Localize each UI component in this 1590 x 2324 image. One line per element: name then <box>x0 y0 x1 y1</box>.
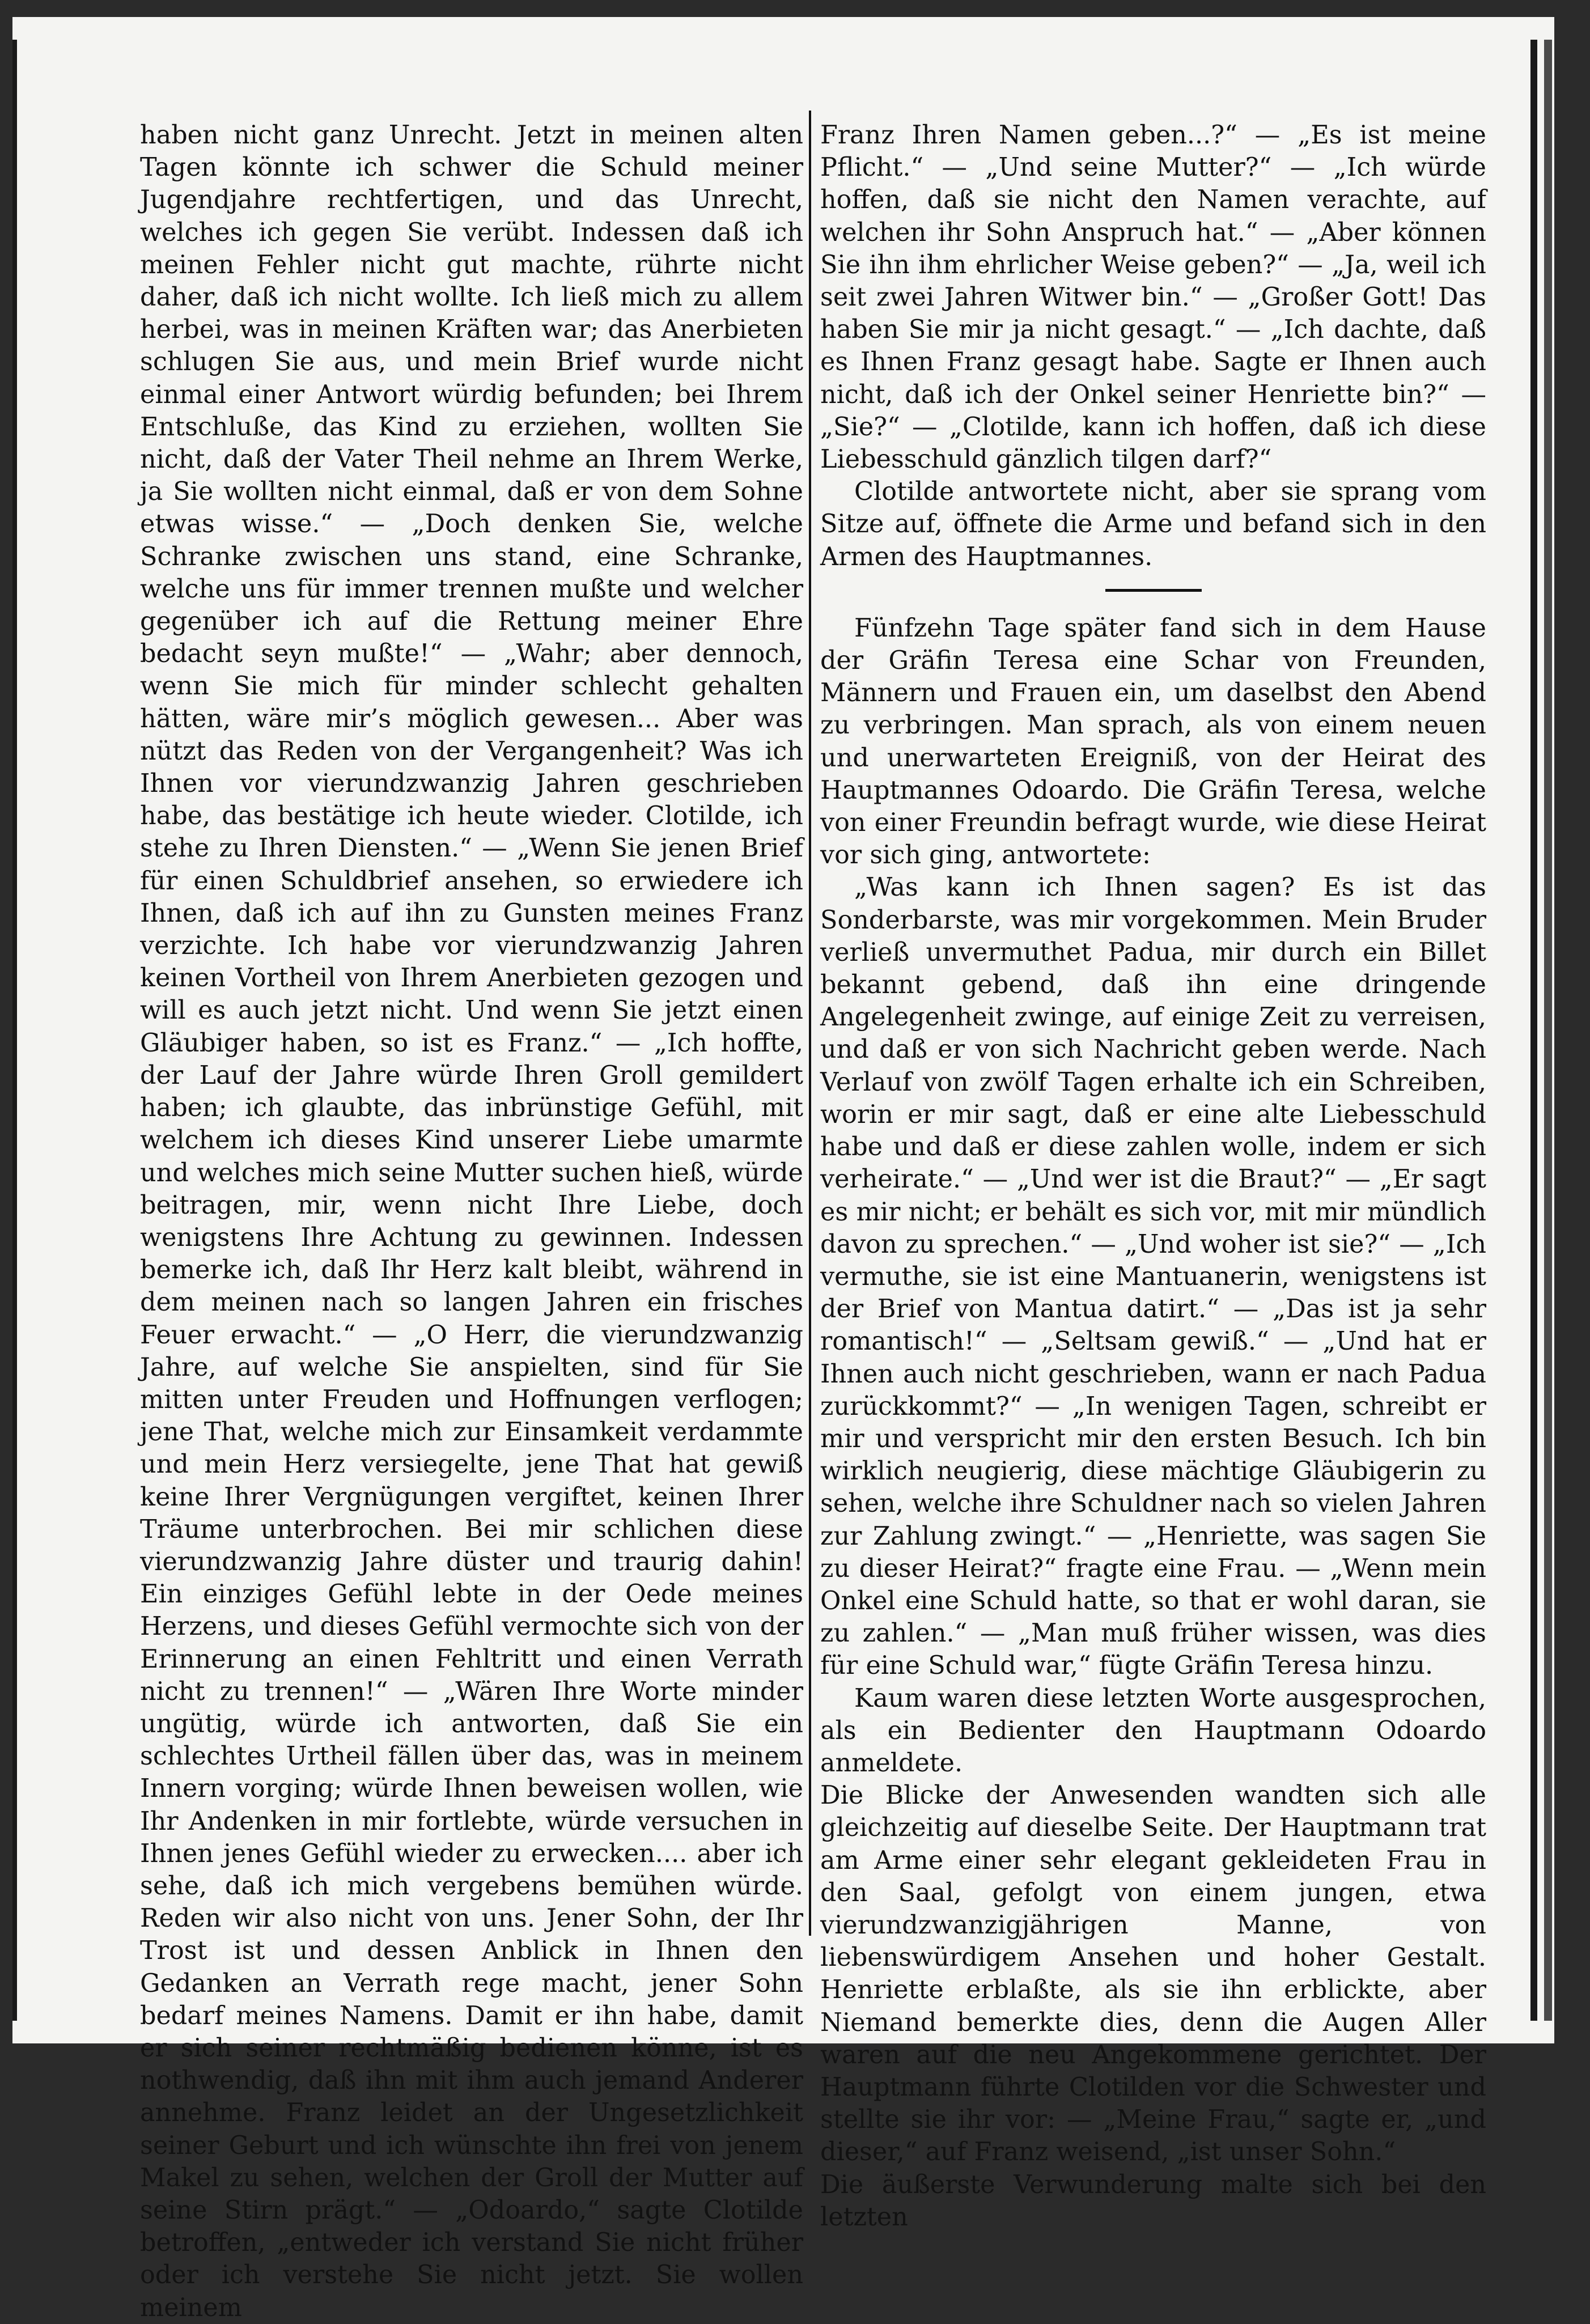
left-paragraph-1: haben nicht ganz Unrecht. Jetzt in meinen alten Tagen könnte ich schwer die Schuld meiner Jugendjahre rechtfertigen, und das Unrecht, welches ich gegen Sie verübt. Indessen daß ich meinen Fehler nicht gut machte, rührte nicht daher, daß ich nicht wollte. Ich ließ mich zu allem herbei, was in meinen Kräften war; das Anerbieten schlugen Sie aus, und mein Brief wurde nicht einmal einer Antwort würdig befunden; bei Ihrem Entschluße, das Kind zu erziehen, wollten Sie nicht, daß der Vater Theil nehme an Ihrem Werke, ja Sie wollten nicht einmal, daß er von dem Sohne etwas wisse.“ — „Doch denken Sie, welche Schranke zwischen uns stand, eine Schranke, welche uns für immer trennen mußte und welcher gegenüber ich auf die Rettung meiner Ehre bedacht seyn mußte!“ — „Wahr; aber dennoch, wenn Sie mich für minder schlecht gehalten hätten, wäre mir’s möglich gewesen... Aber was nützt das Reden von der Vergangenheit? Was ich Ihnen vor vierundzwanzig Jahren geschrieben habe, das bestätige ich heute wieder. Clotilde, ich stehe zu Ihren Diensten.“ — „Wenn Sie jenen Brief für einen Schuldbrief ansehen, so erwiedere ich Ihnen, daß ich auf ihn zu Gunsten meines Franz verzichte. Ich habe vor vierundzwanzig Jahren keinen Vortheil von Ihrem Anerbieten gezogen und will es auch jetzt nicht. Und wenn Sie jetzt einen Gläubiger haben, so ist es Franz.“ — „Ich hoffte, der Lauf der Jahre würde Ihren Groll gemildert haben; ich glaubte, das inbrünstige Gefühl, mit welchem ich dieses Kind unserer Liebe umarmte und welches mich seine Mutter suchen hieß, würde beitragen, mir, wenn nicht Ihre Liebe, doch wenigstens Ihre Achtung zu gewinnen. Indessen bemerke ich, daß Ihr Herz kalt bleibt, während in dem meinen nach so langen Jahren ein frisches Feuer erwacht.“ — „O Herr, die vierundzwanzig Jahre, auf welche Sie anspielten, sind für Sie mitten unter Freuden und Hoffnungen verflogen; jene That, welche mich zur Einsamkeit verdammte und mein Herz versiegelte, jene That hat gewiß keine Ihrer Vergnügungen vergiftet, keinen Ihrer Träume unterbrochen. Bei mir schlichen diese vierundzwanzig Jahre düster und traurig dahin! Ein einziges Gefühl lebte in der Oede meines Herzens, und dieses Gefühl vermochte sich von der Erinnerung an einen Fehltritt und einen Verrath nicht zu trennen!“ — „Wären Ihre Worte minder ungütig, würde ich antworten, daß Sie ein schlechtes Urtheil fällen über das, was in meinem Innern vorging; würde Ihnen beweisen wollen, wie Ihr Andenken in mir fortlebte, würde versuchen in Ihnen jenes Gefühl wieder zu erwecken.... aber ich sehe, daß ich mich vergebens bemühen würde. Reden wir also nicht von uns. Jener Sohn, der Ihr Trost ist und dessen Anblick in Ihnen den Gedanken an Verrath rege macht, jener Sohn bedarf meines Namens. Damit er ihn habe, damit er sich seiner rechtmäßig bedienen könne, ist es nothwendig, daß ihn mit ihm auch jemand Anderer annehme. Franz leidet an der Ungesetzlichkeit seiner Geburt und ich wünschte ihn frei von jenem Makel zu sehen, welchen der Groll der Mutter auf seine Stirn prägt.“ — „Odoardo,“ sagte Clotilde betroffen, „entweder ich verstand Sie nicht früher oder ich verstehe Sie nicht jetzt. Sie wollen meinem <box>140 121 803 2322</box>
column-divider <box>809 111 811 1936</box>
left-column <box>140 119 803 2322</box>
right-paragraph-1: Franz Ihren Namen geben...?“ — „Es ist meine Pflicht.“ — „Und seine Mutter?“ — „Ich würde hoffen, daß sie nicht den Namen verachte, auf welchen ihr Sohn Anspruch hat.“ — „Aber können Sie ihn ihm ehrlicher Weise geben?“ — „Ja, weil ich seit zwei Jahren Witwer bin.“ — „Großer Gott! Das haben Sie mir ja nicht gesagt.“ — „Ich dachte, daß es Ihnen Franz gesagt habe. Sagte er Ihnen auch nicht, daß ich der Onkel seiner Henriette bin?“ — „Sie?“ — „Clotilde, kann ich hoffen, daß ich diese Liebesschuld gänzlich tilgen darf?“ <box>820 121 1486 474</box>
right-paragraph-2: Clotilde antwortete nicht, aber sie sprang vom Sitze auf, öffnete die Arme und befand sich in den Armen des Hauptmannes. <box>820 477 1486 571</box>
right-paragraph-4: „Was kann ich Ihnen sagen? Es ist das Sonderbarste, was mir vorgekommen. Mein Bruder verließ unvermuthet Padua, mir durch ein Billet bekannt gebend, daß ihn eine dringende Angelegenheit zwinge, auf einige Zeit zu verreisen, und daß er von sich Nachricht geben werde. Nach Verlauf von zwölf Tagen erhalte ich ein Schreiben, worin er mir sagt, daß er eine alte Liebesschuld habe und daß er diese zahlen wolle, indem er sich verheirate.“ — „Und wer ist die Braut?“ — „Er sagt es mir nicht; er behält es sich vor, mit mir mündlich davon zu sprechen.“ — „Und woher ist sie?“ — „Ich vermuthe, sie ist eine Mantuanerin, wenigstens ist der Brief von Mantua datirt.“ — „Das ist ja sehr romantisch!“ — „Seltsam gewiß.“ — „Und hat er Ihnen auch nicht geschrieben, wann er nach Padua zurückkommt?“ — „In wenigen Tagen, schreibt er mir und verspricht mir den ersten Besuch. Ich bin wirklich neugierig, diese mächtige Gläubigerin zu sehen, welche ihre Schuldner nach so vielen Jahren zur Zahlung zwingt.“ — „Henriette, was sagen Sie zu dieser Heirat?“ fragte eine Frau. — „Wenn mein Onkel eine Schuld hatte, so that er wohl daran, sie zu zahlen.“ — „Man muß früher wissen, was dies für eine Schuld war,“ fügte Gräfin Teresa hinzu. <box>820 873 1486 1681</box>
newspaper-page <box>12 17 1554 2322</box>
page-right-edge <box>1530 40 1537 2021</box>
right-paragraph-3: Fünfzehn Tage später fand sich in dem Hause der Gräfin Teresa eine Schar von Freunden, Männern und Frauen ein, um daselbst den Abend zu verbringen. Man sprach, als von einem neuen und unerwarteten Ereigniß, von der Heirat des Hauptmannes Odoardo. Die Gräfin Teresa, welche von einer Freundin befragt wurde, wie diese Heirat vor sich ging, antwortete: <box>820 613 1486 870</box>
section-separator <box>1105 589 1202 592</box>
right-paragraph-7: Die äußerste Verwunderung malte sich bei den letzten <box>820 2170 1486 2232</box>
right-paragraph-5: Kaum waren diese letzten Worte ausgesprochen, als ein Bedienter den Hauptmann Odoardo anmeldete. <box>820 1683 1486 1778</box>
adjacent-page-edge <box>1544 40 1552 2021</box>
right-column <box>820 119 1486 2232</box>
right-paragraph-6: Die Blicke der Anwesenden wandten sich alle gleichzeitig auf dieselbe Seite. Der Hauptmann trat am Arme einer sehr elegant gekleideten Frau in den Saal, gefolgt von einem jungen, etwa vierundzwanzigjährigen Manne, von liebenswürdigem Ansehen und hoher Gestalt. Henriette erblaßte, als sie ihn erblickte, aber Niemand bemerkte dies, denn die Augen Aller waren auf die neu Angekommene gerichtet. Der Hauptmann führte Clotilden vor die Schwester und stellte sie ihr vor: — „Meine Frau,“ sagte er, „und dieser,“ auf Franz weisend, „ist unser Sohn.“ <box>820 1781 1486 2167</box>
page-left-edge <box>12 40 17 2021</box>
